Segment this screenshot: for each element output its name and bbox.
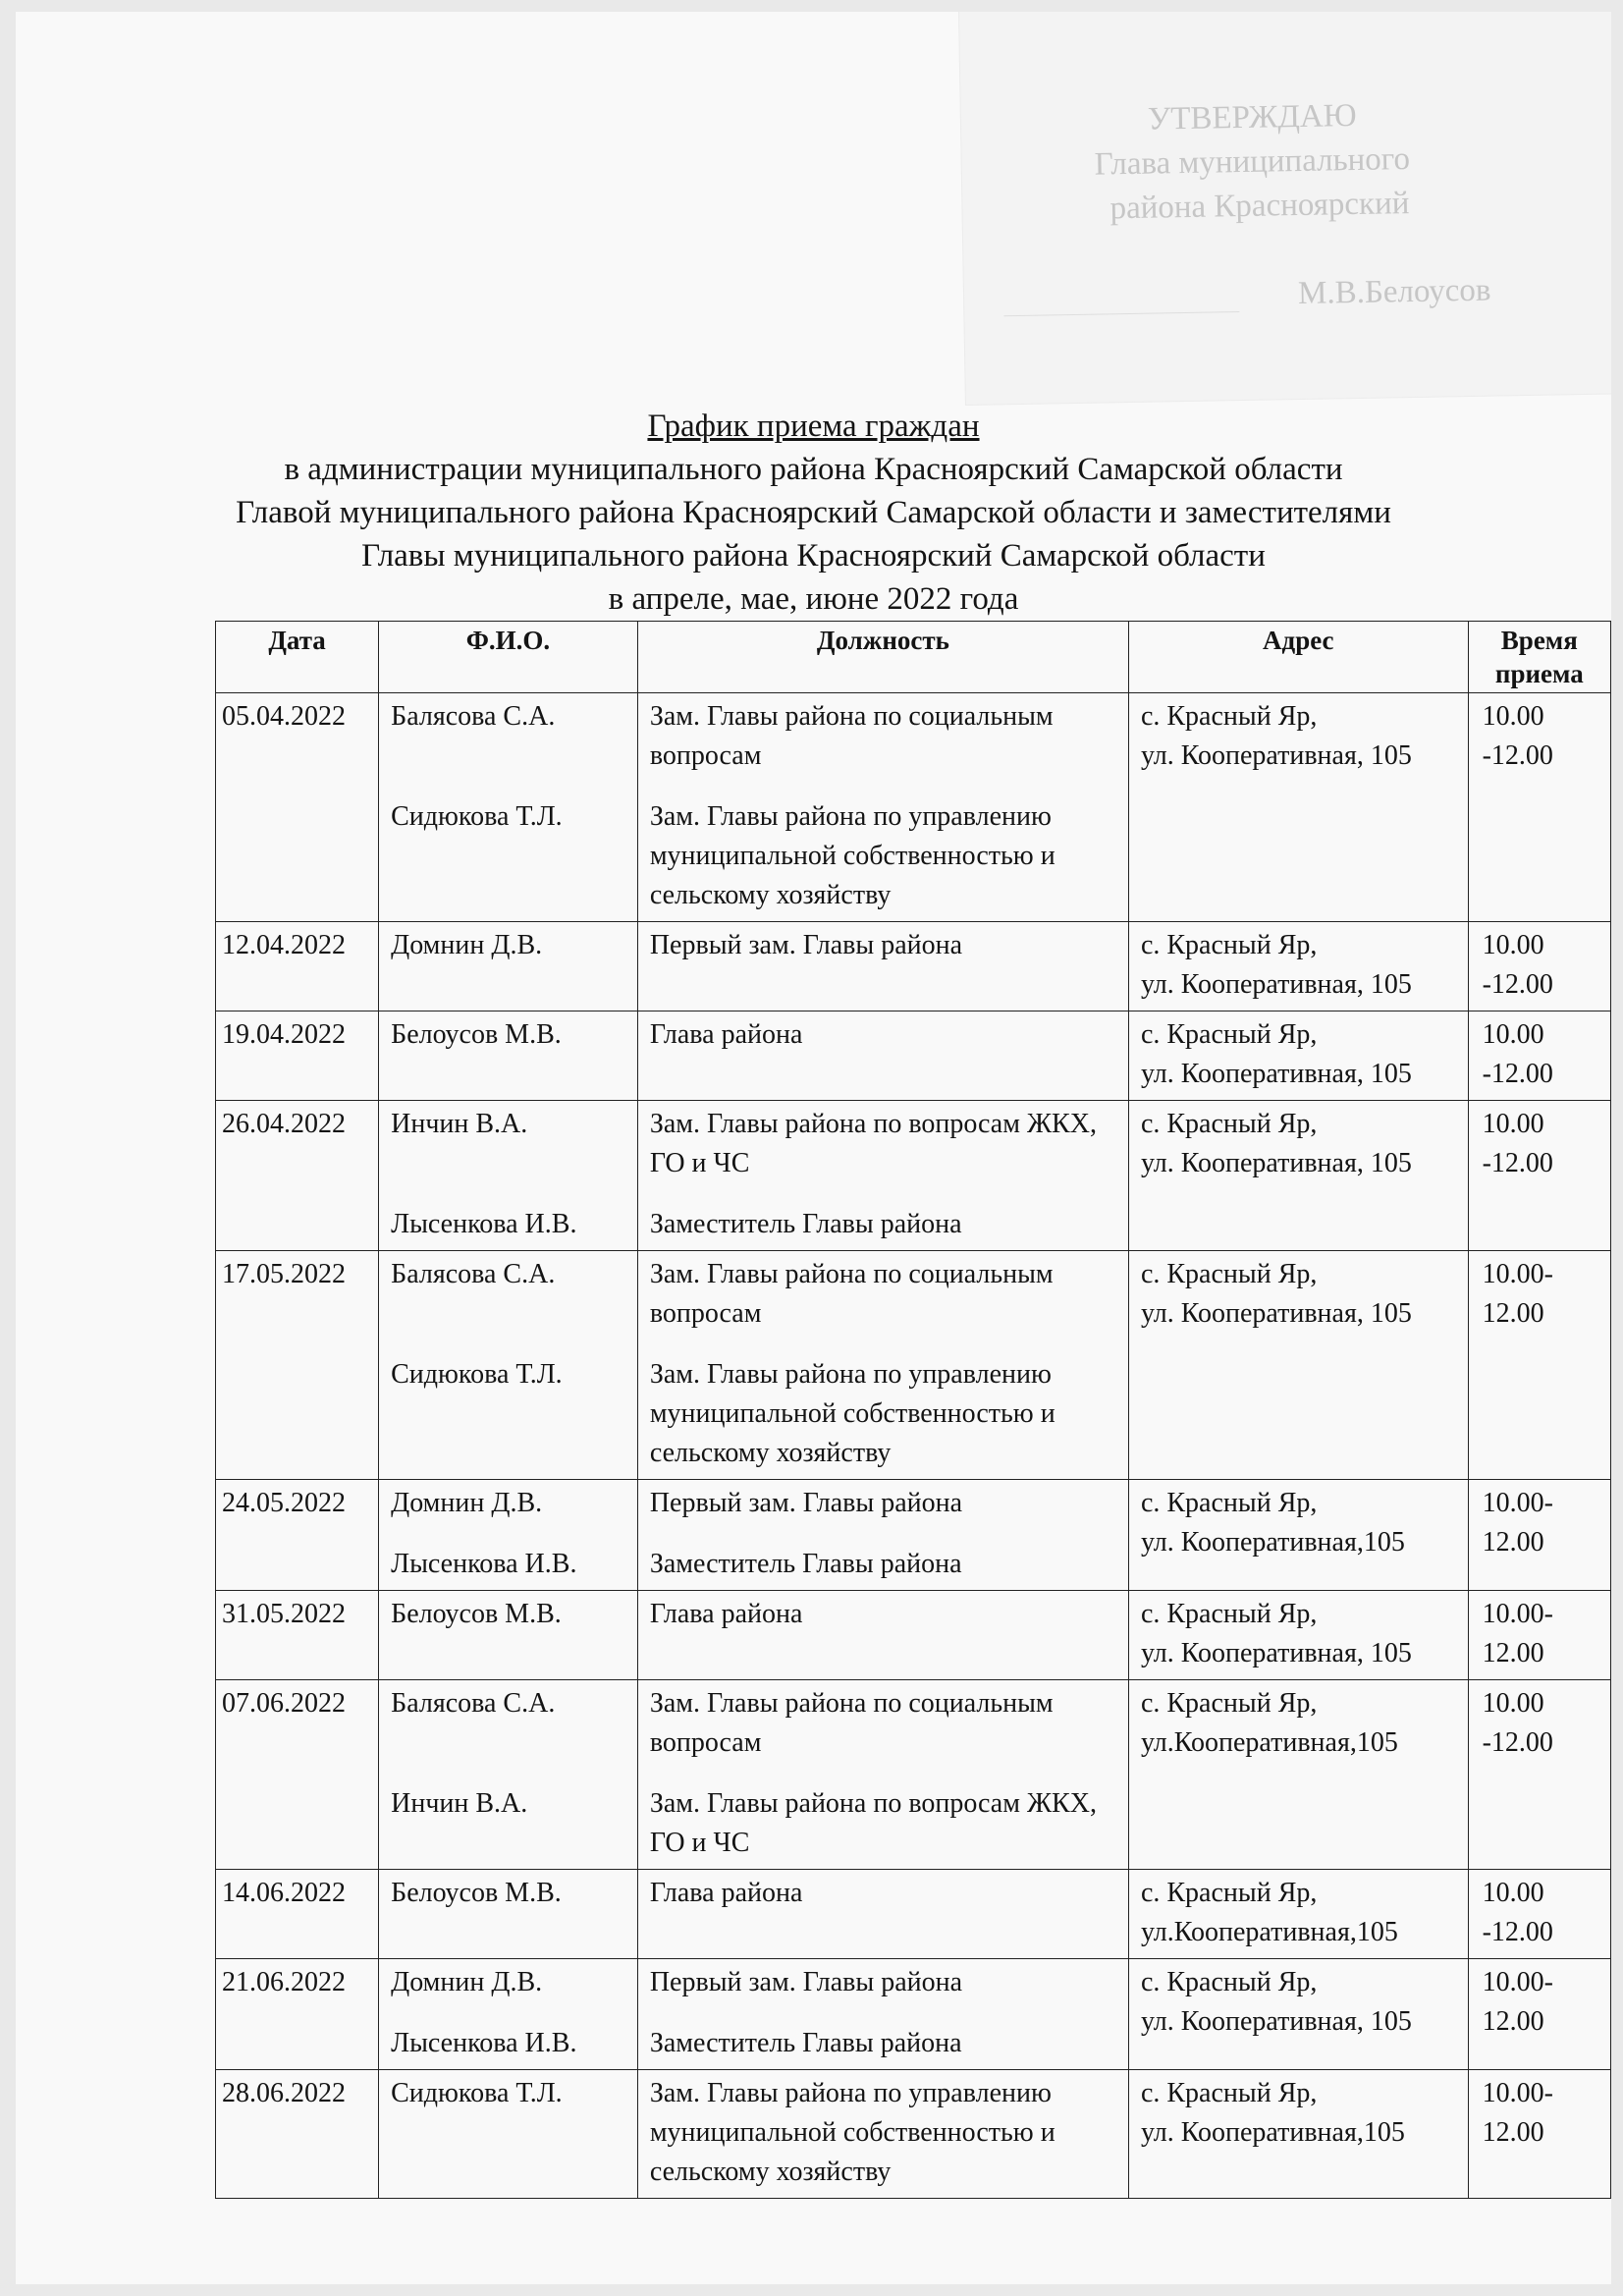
- cell-position: [637, 1101, 1128, 1251]
- official-name: Лысенкова И.В.: [391, 2028, 577, 2058]
- cell-time: 10.00-12.00: [1468, 1591, 1610, 1680]
- official-position: Заместитель Главы района: [649, 1549, 962, 1579]
- cell-date: 26.04.2022: [216, 1101, 379, 1251]
- cell-date: 14.06.2022: [216, 1870, 379, 1959]
- schedule-body: [216, 693, 1611, 2199]
- table-row: [216, 693, 1611, 922]
- address-line: с. Красный Яр,: [1140, 2078, 1318, 2108]
- heading-line-5: в апреле, мае, июне 2022 года: [608, 581, 1019, 617]
- official-name: Белоусов М.В.: [391, 1599, 562, 1629]
- official-position: Зам. Главы района по вопросам ЖКХ, ГО и ЧС: [649, 1109, 1097, 1178]
- address-line: ул. Кооперативная, 105: [1140, 1298, 1412, 1329]
- approval-line-2: Глава муниципального: [1094, 140, 1411, 183]
- table-row: [216, 1680, 1611, 1870]
- cell-position: [637, 693, 1128, 922]
- official-position: Зам. Главы района по управлению муниципальной собственностью и сельскому хозяйству: [649, 1359, 1055, 1468]
- official-position: Заместитель Главы района: [649, 2028, 962, 2058]
- cell-address: [1128, 1101, 1468, 1251]
- address-line: с. Красный Яр,: [1140, 701, 1318, 732]
- cell-date: 28.06.2022: [216, 2070, 379, 2199]
- schedule-table: [215, 621, 1611, 2199]
- cell-name: [379, 1251, 638, 1480]
- cell-position: [637, 922, 1128, 1011]
- heading-line-4: Главы муниципального района Красноярский Самарской области: [361, 538, 1266, 574]
- official-name: Лысенкова И.В.: [391, 1549, 577, 1579]
- cell-time: 10.00 -12.00: [1468, 1870, 1610, 1959]
- column-header-time: Время приема: [1468, 622, 1610, 693]
- official-name: Сидюкова Т.Л.: [391, 2078, 563, 2108]
- table-row: [216, 1011, 1611, 1101]
- table-row: [216, 922, 1611, 1011]
- official-name: Белоусов М.В.: [391, 1019, 562, 1050]
- address-line: с. Красный Яр,: [1140, 1019, 1318, 1050]
- cell-time: 10.00-12.00: [1468, 1480, 1610, 1591]
- cell-name: [379, 1591, 638, 1680]
- official-name: Сидюкова Т.Л.: [391, 801, 563, 832]
- address-line: с. Красный Яр,: [1140, 1967, 1318, 1997]
- approval-stamp: [958, 12, 1611, 406]
- cell-position: [637, 1870, 1128, 1959]
- table-row: [216, 1251, 1611, 1480]
- cell-date: 17.05.2022: [216, 1251, 379, 1480]
- official-name: Домнин Д.В.: [391, 930, 543, 960]
- cell-address: [1128, 1011, 1468, 1101]
- cell-name: [379, 1480, 638, 1591]
- address-line: ул. Кооперативная, 105: [1140, 1638, 1412, 1668]
- cell-position: [637, 1959, 1128, 2070]
- cell-address: [1128, 1591, 1468, 1680]
- address-line: ул.Кооперативная,105: [1140, 1727, 1398, 1758]
- cell-position: [637, 1251, 1128, 1480]
- cell-position: [637, 1591, 1128, 1680]
- cell-date: 12.04.2022: [216, 922, 379, 1011]
- cell-date: 31.05.2022: [216, 1591, 379, 1680]
- cell-position: [637, 2070, 1128, 2199]
- cell-address: [1128, 1480, 1468, 1591]
- cell-address: [1128, 922, 1468, 1011]
- cell-position: [637, 1480, 1128, 1591]
- cell-time: 10.00 -12.00: [1468, 693, 1610, 922]
- approval-line-3: района Красноярский: [1109, 186, 1410, 227]
- cell-name: [379, 1011, 638, 1101]
- address-line: ул. Кооперативная, 105: [1140, 1148, 1412, 1178]
- document-heading: [16, 405, 1611, 621]
- cell-time: 10.00-12.00: [1468, 2070, 1610, 2199]
- cell-address: [1128, 1959, 1468, 2070]
- official-position: Глава района: [649, 1019, 803, 1050]
- cell-address: [1128, 1251, 1468, 1480]
- official-position: Зам. Главы района по социальным вопросам: [649, 1259, 1054, 1329]
- address-line: ул. Кооперативная, 105: [1140, 2006, 1412, 2037]
- table-row: [216, 2070, 1611, 2199]
- cell-address: [1128, 1680, 1468, 1870]
- cell-name: [379, 693, 638, 922]
- address-line: с. Красный Яр,: [1140, 1599, 1318, 1629]
- official-name: Инчин В.А.: [391, 1109, 528, 1139]
- address-line: с. Красный Яр,: [1140, 1878, 1318, 1908]
- cell-position: [637, 1680, 1128, 1870]
- address-line: ул. Кооперативная,105: [1140, 2117, 1405, 2148]
- table-row: [216, 1870, 1611, 1959]
- official-position: Зам. Главы района по управлению муниципальной собственностью и сельскому хозяйству: [649, 2078, 1055, 2187]
- table-row: [216, 1480, 1611, 1591]
- cell-time: 10.00 -12.00: [1468, 1680, 1610, 1870]
- official-position: Первый зам. Главы района: [649, 1967, 963, 1997]
- document-title: График приема граждан: [647, 409, 980, 444]
- column-header-position: Должность: [637, 622, 1128, 693]
- address-line: с. Красный Яр,: [1140, 1688, 1318, 1719]
- table-row: [216, 1591, 1611, 1680]
- address-line: с. Красный Яр,: [1140, 930, 1318, 960]
- cell-time: 10.00- 12.00: [1468, 1251, 1610, 1480]
- heading-line-2: в администрации муниципального района Красноярский Самарской области: [284, 452, 1343, 487]
- signature-line: [1003, 301, 1239, 316]
- cell-name: [379, 922, 638, 1011]
- official-name: Балясова С.А.: [391, 1259, 556, 1289]
- official-position: Глава района: [649, 1599, 803, 1629]
- cell-address: [1128, 1870, 1468, 1959]
- official-position: Глава района: [649, 1878, 803, 1908]
- cell-date: 21.06.2022: [216, 1959, 379, 2070]
- cell-date: 07.06.2022: [216, 1680, 379, 1870]
- cell-date: 24.05.2022: [216, 1480, 379, 1591]
- address-line: ул. Кооперативная,105: [1140, 1527, 1405, 1558]
- cell-time: 10.00 -12.00: [1468, 922, 1610, 1011]
- official-name: Белоусов М.В.: [391, 1878, 562, 1908]
- address-line: ул. Кооперативная, 105: [1140, 969, 1412, 1000]
- cell-time: 10.00 -12.00: [1468, 1011, 1610, 1101]
- approval-signatory: М.В.Белоусов: [1297, 272, 1491, 312]
- official-position: Зам. Главы района по вопросам ЖКХ, ГО и ЧС: [649, 1788, 1097, 1858]
- official-name: Балясова С.А.: [391, 701, 556, 732]
- official-name: Лысенкова И.В.: [391, 1209, 577, 1239]
- official-position: Зам. Главы района по управлению муниципальной собственностью и сельскому хозяйству: [649, 801, 1055, 910]
- address-line: ул. Кооперативная, 105: [1140, 740, 1412, 771]
- official-name: Сидюкова Т.Л.: [391, 1359, 563, 1390]
- cell-time: 10.00- 12.00: [1468, 1959, 1610, 2070]
- official-name: Балясова С.А.: [391, 1688, 556, 1719]
- address-line: с. Красный Яр,: [1140, 1259, 1318, 1289]
- column-header-name: Ф.И.О.: [379, 622, 638, 693]
- table-row: [216, 1959, 1611, 2070]
- document-page: [16, 12, 1611, 2284]
- official-position: Зам. Главы района по социальным вопросам: [649, 701, 1054, 771]
- cell-time: 10.00 -12.00: [1468, 1101, 1610, 1251]
- address-line: ул.Кооперативная,105: [1140, 1917, 1398, 1947]
- official-position: Первый зам. Главы района: [649, 1488, 963, 1518]
- cell-position: [637, 1011, 1128, 1101]
- official-name: Домнин Д.В.: [391, 1967, 543, 1997]
- address-line: с. Красный Яр,: [1140, 1109, 1318, 1139]
- cell-name: [379, 1680, 638, 1870]
- cell-name: [379, 1101, 638, 1251]
- cell-date: 05.04.2022: [216, 693, 379, 922]
- cell-name: [379, 1959, 638, 2070]
- approval-line-1: УТВЕРЖДАЮ: [1147, 97, 1357, 137]
- cell-date: 19.04.2022: [216, 1011, 379, 1101]
- cell-name: [379, 1870, 638, 1959]
- cell-address: [1128, 693, 1468, 922]
- official-position: Зам. Главы района по социальным вопросам: [649, 1688, 1054, 1758]
- address-line: ул. Кооперативная, 105: [1140, 1059, 1412, 1089]
- table-row: [216, 1101, 1611, 1251]
- column-header-address: Адрес: [1128, 622, 1468, 693]
- official-position: Первый зам. Главы района: [649, 930, 963, 960]
- table-header-row: [216, 622, 1611, 693]
- official-position: Заместитель Главы района: [649, 1209, 962, 1239]
- cell-name: [379, 2070, 638, 2199]
- official-name: Инчин В.А.: [391, 1788, 528, 1819]
- column-header-date: Дата: [216, 622, 379, 693]
- heading-line-3: Главой муниципального района Красноярский Самарской области и заместителями: [236, 495, 1391, 530]
- official-name: Домнин Д.В.: [391, 1488, 543, 1518]
- address-line: с. Красный Яр,: [1140, 1488, 1318, 1518]
- cell-address: [1128, 2070, 1468, 2199]
